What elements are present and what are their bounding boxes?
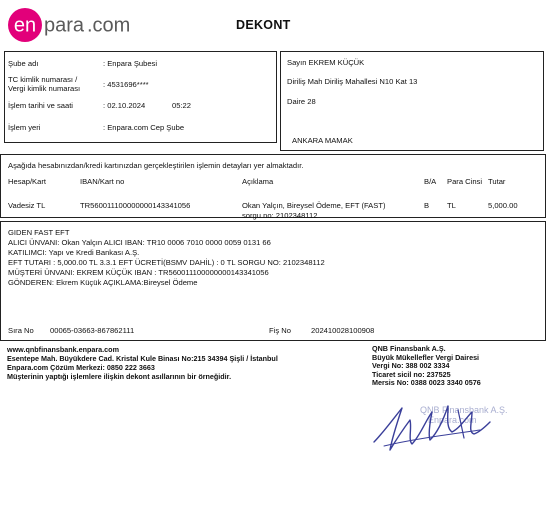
customer-box	[280, 51, 544, 151]
customer-address-1: Diriliş Mah Diriliş Mahallesi N10 Kat 13	[287, 77, 418, 86]
detail-line: EFT TUTARI : 5,000.00 TL 3.3.1 EFT ÜCRETİ(BSMV DAHİL) : 0 TL SORGU NO: 2102348112	[8, 258, 325, 267]
enpara-logo-graphic	[6, 6, 138, 44]
stamp-line-2: Enpara.com	[428, 415, 477, 425]
detail-line: ALICI ÜNVANI: Okan Yalçın ALICI IBAN: TR10 0006 7010 0000 0059 0131 66	[8, 238, 271, 247]
row-iban: TR560011100000000143341056	[80, 201, 191, 210]
islem-label: İşlem tarihi ve saati	[8, 101, 73, 110]
details-box	[0, 221, 546, 341]
header-ba: B/A	[424, 177, 437, 186]
tc-label-2: Vergi kimlik numarası	[8, 84, 81, 93]
tc-label-1: TC kimlik numarası /	[8, 75, 78, 84]
page-title: DEKONT	[236, 18, 291, 32]
footer-bank-name: QNB Finansbank A.Ş.	[372, 344, 446, 353]
transaction-box	[0, 154, 546, 218]
sira-value: 00065-03663-867862111	[50, 326, 135, 335]
footer-address: Esentepe Mah. Büyükdere Cad. Kristal Kule Binası No:215 34394 Şişli / İstanbul	[7, 354, 278, 363]
header-tutar: Tutar	[488, 177, 506, 186]
transaction-intro: Aşağıda hesabınızdan/kredi kartınızdan gerçekleştirilen işlemin detayları yer almaktadır.	[8, 161, 304, 170]
header-aciklama: Açıklama	[242, 177, 274, 186]
footer-website: www.qnbfinansbank.enpara.com	[7, 345, 119, 354]
fis-value: 202410028100908	[311, 326, 375, 335]
detail-line: KATILIMCI: Yapı ve Kredi Bankası A.Ş.	[8, 248, 140, 257]
signature-stamp	[368, 398, 508, 460]
detail-line: MÜŞTERİ ÜNVANI: EKREM KÜÇÜK IBAN : TR560011100000000143341056	[8, 268, 269, 277]
fis-label: Fiş No	[269, 326, 291, 335]
tc-value: : 4531696****	[103, 80, 149, 89]
footer-trade-reg: Ticaret sicil no: 237525	[372, 369, 451, 379]
stamp-line-1: QNB Finansbank A.Ş.	[420, 405, 508, 415]
header-hesap: Hesap/Kart	[8, 177, 46, 186]
footer-mersis: Mersis No: 0388 0023 3340 0576	[372, 378, 481, 388]
signature-graphic	[368, 398, 508, 460]
islem-date: : 02.10.2024	[103, 101, 146, 110]
logo-para: para	[44, 14, 85, 37]
footer-tax-no: Vergi No: 388 002 3334	[372, 361, 450, 371]
detail-line: GIDEN FAST EFT	[8, 228, 70, 237]
row-hesap: Vadesiz TL	[8, 201, 46, 210]
branch-info-box	[4, 51, 277, 143]
customer-address-2: Daire 28	[287, 97, 316, 106]
row-para: TL	[447, 201, 456, 210]
islem-time: 05:22	[172, 101, 192, 110]
sube-value: : Enpara Şubesi	[103, 59, 158, 68]
row-aciklama-1: Okan Yalçın, Bireysel Ödeme, EFT (FAST)	[242, 201, 386, 210]
sira-label: Sıra No	[8, 326, 34, 335]
footer-note: Müşterinin yaptığı işlemlere ilişkin dekont asıllarının bir örneğidir.	[7, 372, 232, 381]
footer-tax-office: Büyük Mükellefler Vergi Dairesi	[372, 352, 480, 362]
logo-en: en	[13, 14, 37, 37]
detail-line: GÖNDEREN: Ekrem Küçük AÇIKLAMA:Bireysel Ödeme	[8, 278, 198, 287]
footer-call-center: Enpara.com Çözüm Merkezi: 0850 222 3663	[7, 363, 155, 372]
header-para: Para Cinsi	[447, 177, 483, 186]
row-aciklama-2: sorgu no: 2102348112	[242, 211, 318, 220]
customer-city: ANKARA MAMAK	[292, 136, 353, 145]
footer-left	[7, 345, 278, 381]
yer-value: : Enpara.com Cep Şube	[103, 123, 185, 132]
row-tutar: 5,000.00	[488, 201, 518, 210]
yer-label: İşlem yeri	[8, 123, 41, 132]
logo-com: .com	[87, 14, 131, 37]
header-iban: IBAN/Kart no	[80, 177, 125, 186]
row-ba: B	[424, 201, 430, 210]
enpara-logo	[6, 6, 138, 44]
sube-label: Şube adı	[8, 59, 39, 68]
footer-right	[372, 345, 481, 388]
customer-name: Sayın EKREM KÜÇÜK	[287, 58, 365, 67]
